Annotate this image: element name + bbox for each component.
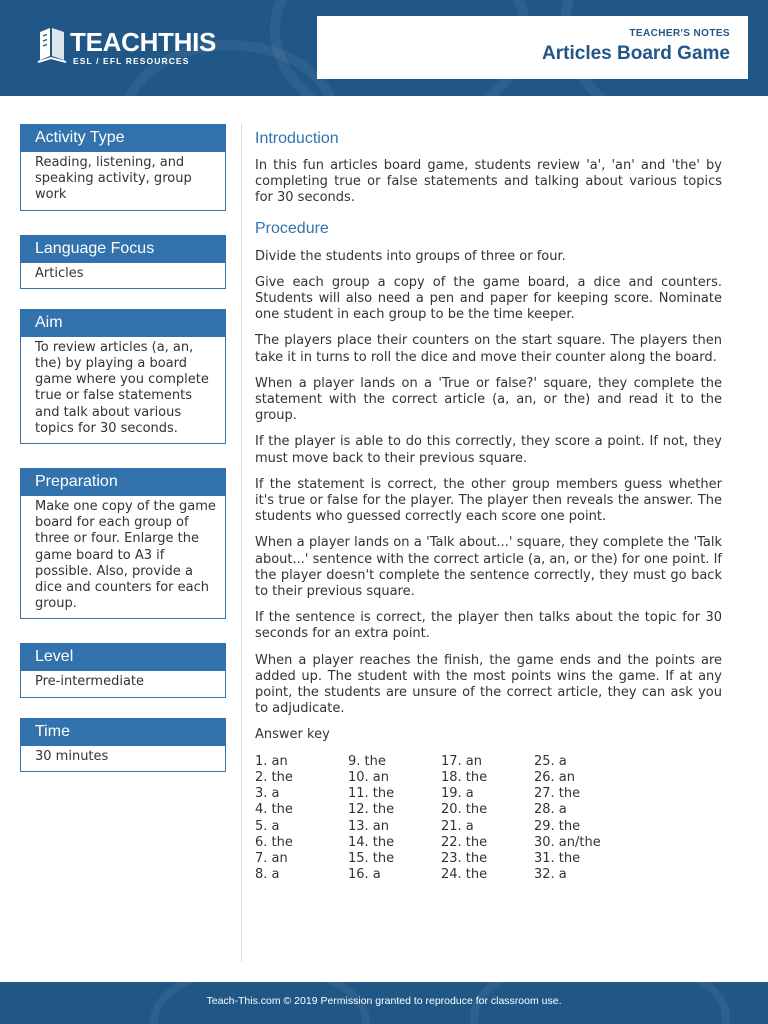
answer-key-item: 20. the — [441, 802, 488, 818]
preparation-heading: Preparation — [20, 468, 226, 496]
procedure-step: When a player lands on a 'True or false?' square, they complete the statement with the correct article (a, an, or the) and read it to the group. — [255, 375, 722, 424]
answer-key-item: 4. the — [255, 802, 293, 818]
procedure-step: If the sentence is correct, the player then talks about the topic for 30 seconds for an extra point. — [255, 610, 722, 642]
logo-name: TEACHTHIS — [70, 27, 217, 57]
time-box — [20, 718, 226, 772]
teachthis-logo — [36, 26, 216, 70]
activity-type-box — [20, 124, 226, 211]
answer-key-column — [534, 754, 627, 884]
page-header — [0, 0, 768, 96]
activity-type-heading: Activity Type — [20, 124, 226, 152]
answer-key-item: 13. an — [348, 818, 390, 834]
answer-key-item: 9. the — [348, 753, 386, 769]
procedure-step: Give each group a copy of the game board, a dice and counters. Students will also need a pen and paper for keeping score. Nominate one student in each group to be the time keeper. — [255, 274, 722, 323]
procedure-step: Divide the students into groups of three or four. — [255, 248, 566, 264]
level-heading: Level — [20, 643, 226, 671]
answer-key-item: 15. the — [348, 850, 395, 866]
answer-key-item: 2. the — [255, 769, 293, 785]
level-value: Pre-intermediate — [20, 671, 226, 697]
introduction-text: In this fun articles board game, students review 'a', 'an' and 'the' by completing true or false statements and talking about various topics for 30 seconds. — [255, 158, 722, 206]
language-focus-value: Articles — [20, 263, 226, 289]
teachers-notes-label: TEACHER'S NOTES — [629, 28, 730, 39]
language-focus-box — [20, 235, 226, 289]
preparation-value: Make one copy of the game board for each group of three or four. Enlarge the game board to A3 if possible. Also, provide a dice and counters for each group. — [20, 496, 226, 619]
answer-key-item: 26. an — [534, 769, 576, 785]
aim-value: To review articles (a, an, the) by playing a board game where you complete true or false statements and talk about various topics for 30 seconds. — [20, 337, 226, 444]
column-divider — [241, 124, 242, 962]
copyright-notice: Teach-This.com © 2019 Permission granted to reproduce for classroom use. — [206, 995, 562, 1007]
book-icon — [36, 26, 68, 66]
answer-key-item: 22. the — [441, 834, 488, 850]
answer-key-item: 1. an — [255, 753, 288, 769]
answer-key-item: 11. the — [348, 786, 395, 802]
time-heading: Time — [20, 718, 226, 746]
answer-key-column — [348, 754, 441, 884]
answer-key-item: 25. a — [534, 753, 567, 769]
logo-tagline: ESL / EFL RESOURCES — [73, 56, 190, 66]
time-value: 30 minutes — [20, 746, 226, 772]
answer-key-item: 7. an — [255, 850, 288, 866]
answer-key-item: 27. the — [534, 786, 581, 802]
answer-key-item: 24. the — [441, 867, 488, 883]
procedure-step: When a player lands on a 'Talk about...' square, they complete the 'Talk about...' sentence with the correct article (a, an, or the) for one point. If the player doesn't complete the sentence correctly, they must go back to their previous square. — [255, 535, 722, 600]
answer-key-item: 16. a — [348, 867, 381, 883]
answer-key-label: Answer key — [255, 727, 330, 743]
answer-key-item: 23. the — [441, 850, 488, 866]
answer-key-item: 30. an/the — [534, 834, 601, 850]
answer-key-item: 17. an — [441, 753, 483, 769]
procedure-heading: Procedure — [255, 219, 329, 237]
answer-key-item: 10. an — [348, 769, 390, 785]
activity-type-value: Reading, listening, and speaking activity, group work — [20, 152, 226, 211]
introduction-heading: Introduction — [255, 130, 339, 147]
preparation-box — [20, 468, 226, 619]
answer-key-item: 18. the — [441, 769, 488, 785]
answer-key-item: 19. a — [441, 786, 474, 802]
answer-key-item: 14. the — [348, 834, 395, 850]
page-title: Articles Board Game — [542, 43, 730, 64]
answer-key-grid — [255, 754, 722, 884]
page-footer — [0, 982, 768, 1024]
language-focus-heading: Language Focus — [20, 235, 226, 263]
level-box — [20, 643, 226, 697]
answer-key-item: 32. a — [534, 867, 567, 883]
answer-key-item: 6. the — [255, 834, 293, 850]
answer-key-item: 5. a — [255, 818, 280, 834]
aim-box — [20, 309, 226, 444]
aim-heading: Aim — [20, 309, 226, 337]
answer-key-column — [441, 754, 534, 884]
answer-key-item: 31. the — [534, 850, 581, 866]
info-sidebar — [20, 124, 226, 772]
answer-key-column — [255, 754, 348, 884]
answer-key-item: 29. the — [534, 818, 581, 834]
answer-key-item: 21. a — [441, 818, 474, 834]
procedure-step: If the statement is correct, the other group members guess whether it's true or false for the player. The player then reveals the answer. The students who guessed correctly each score one point. — [255, 476, 722, 525]
answer-key-item: 3. a — [255, 786, 280, 802]
main-content — [255, 128, 722, 883]
answer-key-item: 28. a — [534, 802, 567, 818]
title-box — [317, 16, 748, 79]
procedure-step: If the player is able to do this correctly, they score a point. If not, they must move back to their previous square. — [255, 434, 722, 466]
answer-key-item: 8. a — [255, 867, 280, 883]
answer-key-item: 12. the — [348, 802, 395, 818]
procedure-step: When a player reaches the finish, the game ends and the points are added up. The student with the most points wins the game. If at any point, the students are unsure of the correct article, they can ask you to adjudicate. — [255, 652, 722, 717]
procedure-step: The players place their counters on the start square. The players then take it in turns to roll the dice and move their counter along the board. — [255, 333, 722, 365]
